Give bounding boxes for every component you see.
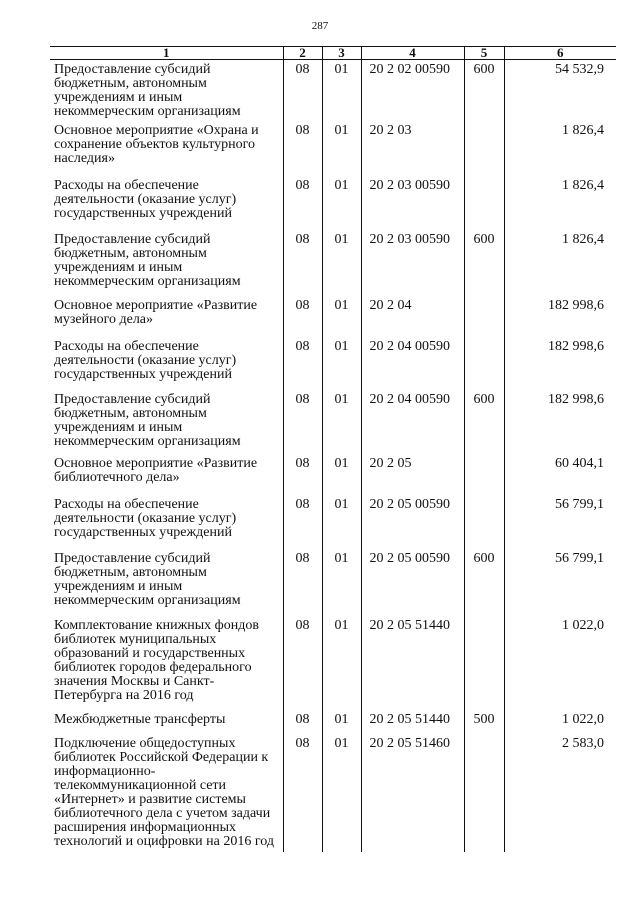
expense-type-code: [464, 734, 504, 852]
expense-type-code: [464, 616, 504, 710]
subsection-code: 01: [322, 337, 361, 390]
section-code: 08: [283, 710, 322, 734]
subsection-code: 01: [322, 734, 361, 852]
subsection-code: 01: [322, 230, 361, 296]
expense-name: Расходы на обеспечение деятельности (оказание услуг) государственных учреждений: [50, 337, 283, 390]
section-code: 08: [283, 495, 322, 549]
expense-name: Предоставление субсидий бюджетным, автономным учреждениям и иным некоммерческим организациям: [50, 230, 283, 296]
section-code: 08: [283, 616, 322, 710]
expense-type-code: 500: [464, 710, 504, 734]
col-header-4: 4: [361, 47, 464, 60]
amount: 1 826,4: [504, 176, 616, 230]
amount: 56 799,1: [504, 495, 616, 549]
target-article-code: 20 2 05 51440: [361, 616, 464, 710]
expense-name: Расходы на обеспечение деятельности (оказание услуг) государственных учреждений: [50, 495, 283, 549]
expense-name: Предоставление субсидий бюджетным, автономным учреждениям и иным некоммерческим организациям: [50, 549, 283, 616]
amount: 2 583,0: [504, 734, 616, 852]
section-code: 08: [283, 337, 322, 390]
amount: 1 022,0: [504, 710, 616, 734]
expense-name: Основное мероприятие «Развитие библиотечного дела»: [50, 454, 283, 495]
col-header-3: 3: [322, 47, 361, 60]
section-code: 08: [283, 60, 322, 121]
target-article-code: 20 2 02 00590: [361, 60, 464, 121]
table-row: [50, 390, 616, 454]
table-row: [50, 60, 616, 121]
section-code: 08: [283, 549, 322, 616]
section-code: 08: [283, 176, 322, 230]
subsection-code: 01: [322, 60, 361, 121]
subsection-code: 01: [322, 616, 361, 710]
expense-type-code: [464, 296, 504, 337]
target-article-code: 20 2 05 51440: [361, 710, 464, 734]
target-article-code: 20 2 03 00590: [361, 176, 464, 230]
section-code: 08: [283, 296, 322, 337]
table-row: [50, 337, 616, 390]
col-header-2: 2: [283, 47, 322, 60]
amount: 182 998,6: [504, 390, 616, 454]
subsection-code: 01: [322, 495, 361, 549]
table-row: [50, 121, 616, 176]
amount: 60 404,1: [504, 454, 616, 495]
amount: 1 022,0: [504, 616, 616, 710]
col-header-1: 1: [50, 47, 283, 60]
amount: 56 799,1: [504, 549, 616, 616]
table-row: [50, 176, 616, 230]
col-header-5: 5: [464, 47, 504, 60]
table-row: [50, 734, 616, 852]
subsection-code: 01: [322, 121, 361, 176]
expense-type-code: [464, 454, 504, 495]
section-code: 08: [283, 390, 322, 454]
table-row: [50, 230, 616, 296]
table-row: [50, 495, 616, 549]
target-article-code: 20 2 05: [361, 454, 464, 495]
amount: 54 532,9: [504, 60, 616, 121]
target-article-code: 20 2 04 00590: [361, 337, 464, 390]
expense-name: Расходы на обеспечение деятельности (оказание услуг) государственных учреждений: [50, 176, 283, 230]
expense-name: Основное мероприятие «Развитие музейного дела»: [50, 296, 283, 337]
expense-name: Предоставление субсидий бюджетным, автономным учреждениям и иным некоммерческим организациям: [50, 60, 283, 121]
col-header-6: 6: [504, 47, 616, 60]
expense-type-code: 600: [464, 390, 504, 454]
subsection-code: 01: [322, 296, 361, 337]
table-row: [50, 296, 616, 337]
expense-type-code: 600: [464, 230, 504, 296]
expense-type-code: [464, 121, 504, 176]
expense-name: Основное мероприятие «Охрана и сохранение объектов культурного наследия»: [50, 121, 283, 176]
expense-name: Подключение общедоступных библиотек Российской Федерации к информационно-телекоммуникационной сети «Интернет» и развитие системы библиотечного дела с учетом задачи расширения информационных технологий и оцифровки на 2016 год: [50, 734, 283, 852]
section-code: 08: [283, 454, 322, 495]
subsection-code: 01: [322, 549, 361, 616]
table-row: [50, 710, 616, 734]
subsection-code: 01: [322, 176, 361, 230]
target-article-code: 20 2 05 51460: [361, 734, 464, 852]
section-code: 08: [283, 734, 322, 852]
section-code: 08: [283, 121, 322, 176]
target-article-code: 20 2 03: [361, 121, 464, 176]
amount: 1 826,4: [504, 230, 616, 296]
expense-type-code: [464, 495, 504, 549]
expense-type-code: 600: [464, 60, 504, 121]
target-article-code: 20 2 04: [361, 296, 464, 337]
target-article-code: 20 2 05 00590: [361, 549, 464, 616]
expense-type-code: 600: [464, 549, 504, 616]
expense-name: Комплектование книжных фондов библиотек муниципальных образований и государственных библиотек городов федерального значения Москвы и Санкт-Петербурга на 2016 год: [50, 616, 283, 710]
subsection-code: 01: [322, 454, 361, 495]
amount: 1 826,4: [504, 121, 616, 176]
expense-name: Предоставление субсидий бюджетным, автономным учреждениям и иным некоммерческим организациям: [50, 390, 283, 454]
expense-type-code: [464, 176, 504, 230]
expense-type-code: [464, 337, 504, 390]
target-article-code: 20 2 03 00590: [361, 230, 464, 296]
subsection-code: 01: [322, 710, 361, 734]
table-row: [50, 616, 616, 710]
page-number: 287: [311, 20, 329, 32]
amount: 182 998,6: [504, 337, 616, 390]
table-header-row: [50, 47, 616, 60]
budget-table: [50, 46, 616, 852]
section-code: 08: [283, 230, 322, 296]
table-row: [50, 454, 616, 495]
subsection-code: 01: [322, 390, 361, 454]
target-article-code: 20 2 05 00590: [361, 495, 464, 549]
expense-name: Межбюджетные трансферты: [50, 710, 283, 734]
target-article-code: 20 2 04 00590: [361, 390, 464, 454]
amount: 182 998,6: [504, 296, 616, 337]
table-row: [50, 549, 616, 616]
